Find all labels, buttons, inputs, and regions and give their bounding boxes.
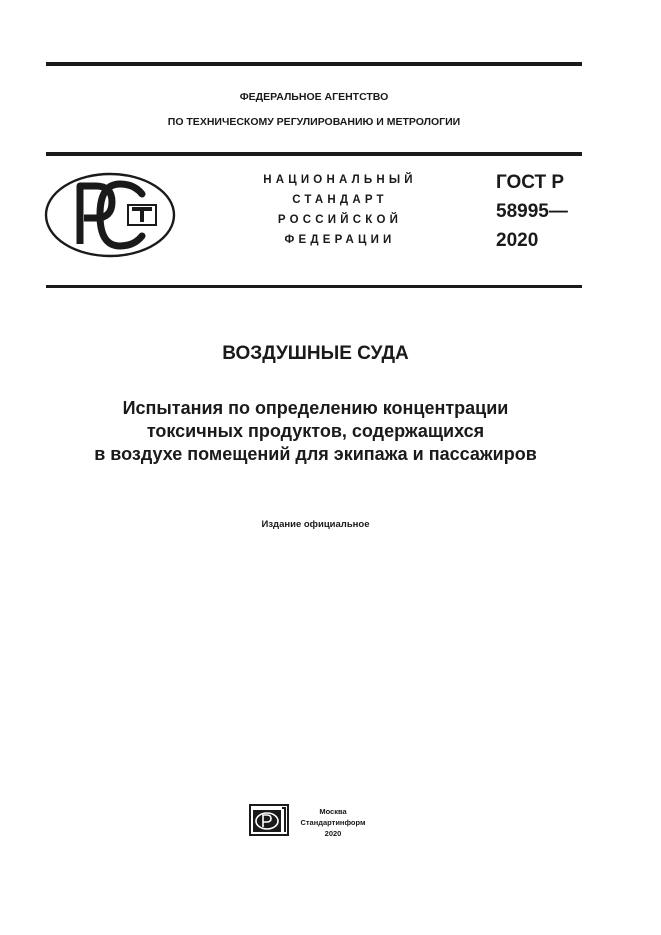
subtitle-line: токсичных продуктов, содержащихся	[146, 421, 485, 441]
subtitle-line: Испытания по определению концентрации	[122, 398, 509, 418]
standartinform-logo-icon	[249, 804, 289, 836]
agency-line-2: ПО ТЕХНИЧЕСКОМУ РЕГУЛИРОВАНИЮ И МЕТРОЛОГИИ	[167, 116, 461, 128]
standard-rule	[46, 285, 582, 288]
publisher-info	[298, 806, 368, 839]
agency-line-1: ФЕДЕРАЛЬНОЕ АГЕНТСТВО	[239, 91, 389, 103]
document-subtitle	[0, 397, 631, 466]
publisher-city: Москва	[319, 807, 347, 816]
header-rule	[46, 152, 582, 156]
standard-type-line: ФЕДЕРАЦИИ	[284, 234, 396, 246]
standard-type	[240, 170, 440, 250]
edition-label: Издание официальное	[261, 519, 370, 530]
standard-type-line: НАЦИОНАЛЬНЫЙ	[263, 174, 417, 186]
standard-type-line: РОССИЙСКОЙ	[277, 214, 403, 226]
top-rule	[46, 62, 582, 66]
rst-certification-logo-icon	[44, 172, 176, 258]
subtitle-line: в воздухе помещений для экипажа и пассажиров	[94, 444, 537, 464]
standard-number-line: 2020	[496, 230, 539, 251]
standard-number	[496, 168, 568, 255]
standard-number-line: ГОСТ Р	[496, 172, 565, 193]
document-title: ВОЗДУШНЫЕ СУДА	[222, 343, 409, 364]
standard-type-line: СТАНДАРТ	[292, 194, 388, 206]
standard-number-line: 58995—	[496, 201, 568, 222]
publisher-name: Стандартинформ	[300, 818, 366, 827]
publisher-year: 2020	[324, 829, 342, 838]
